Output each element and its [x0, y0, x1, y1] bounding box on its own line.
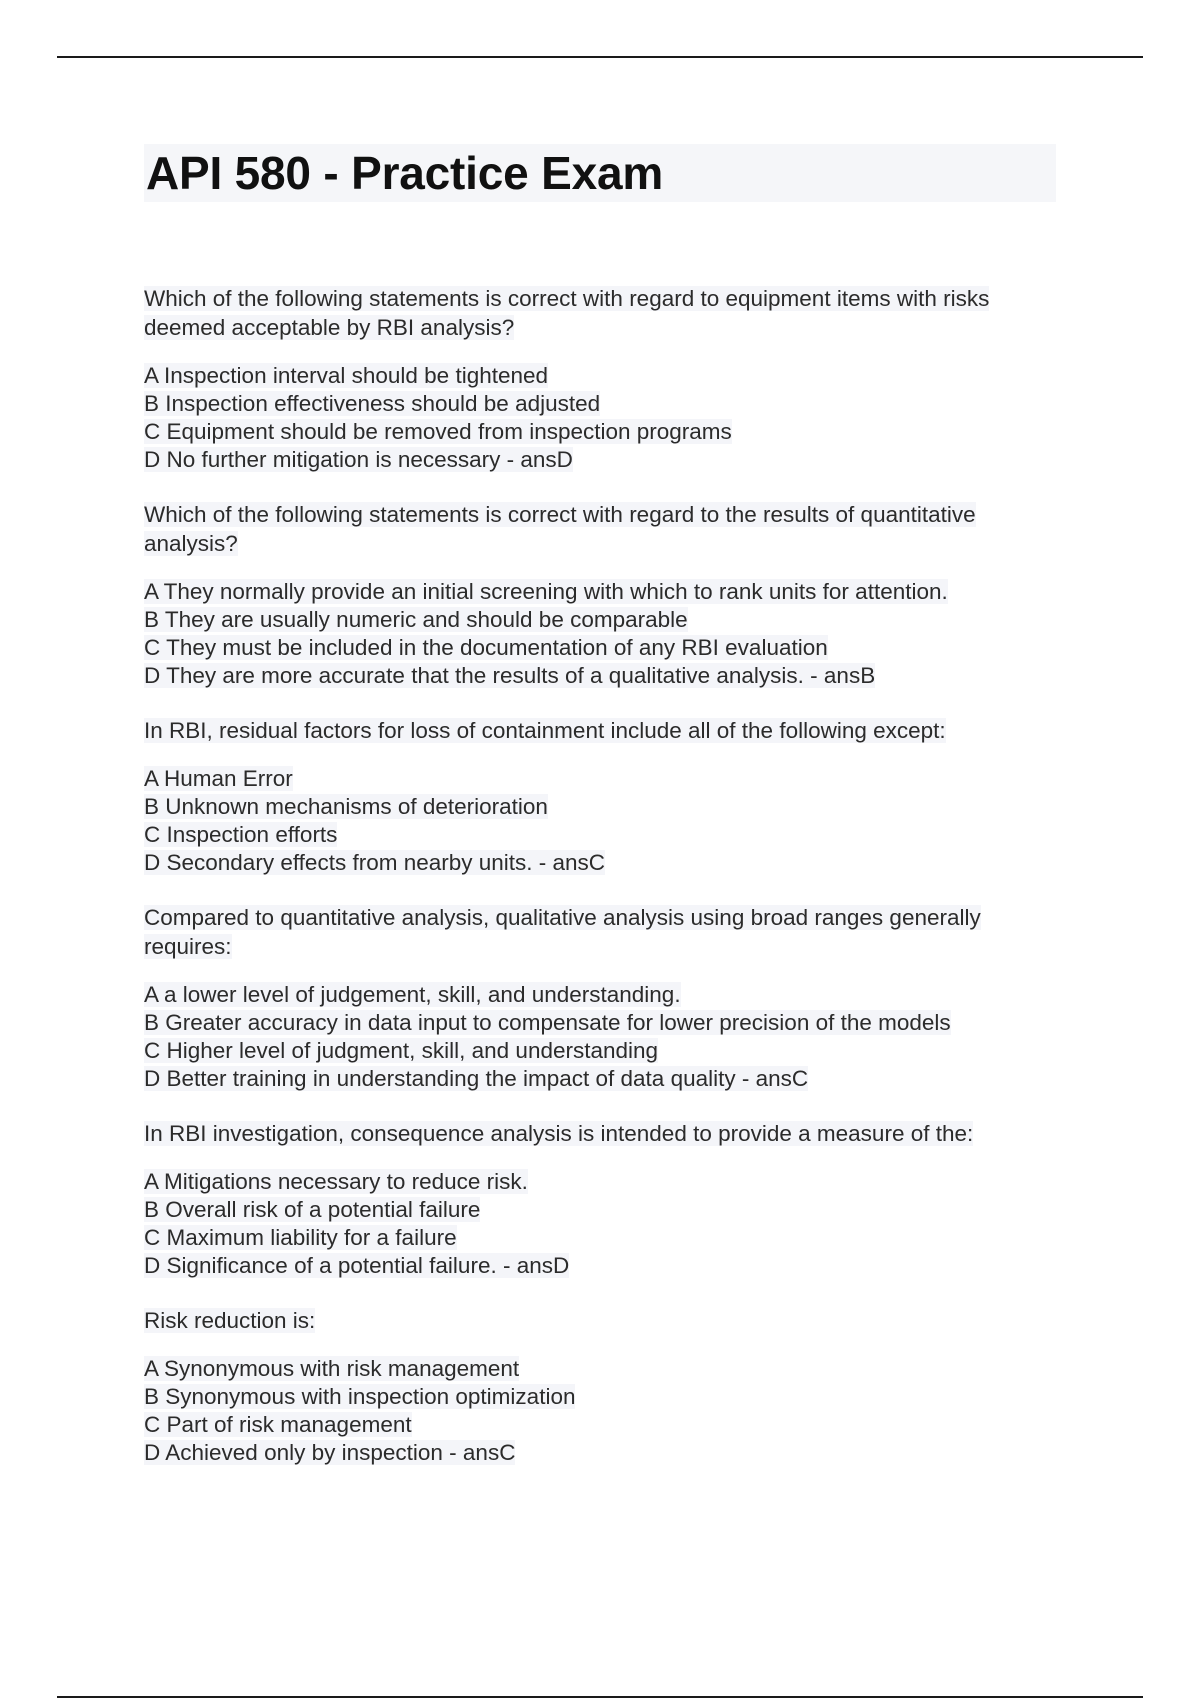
answer-option: D Better training in understanding the impact of data quality - ansC: [144, 1066, 809, 1091]
answer-options: [144, 981, 1056, 1093]
answer-options: [144, 578, 1056, 690]
answer-option: A Human Error: [144, 766, 293, 791]
question-text: In RBI, residual factors for loss of containment include all of the following except:: [144, 718, 946, 743]
answer-option: D Significance of a potential failure. - ansD: [144, 1253, 570, 1278]
document-page: [144, 144, 1056, 1493]
answer-option: D Secondary effects from nearby units. - ansC: [144, 850, 606, 875]
answer-option: B Unknown mechanisms of deterioration: [144, 794, 548, 819]
page-title: API 580 - Practice Exam: [144, 144, 1056, 202]
answer-options: [144, 765, 1056, 877]
answer-option: C Part of risk management: [144, 1412, 412, 1437]
answer-option: A Inspection interval should be tightened: [144, 363, 549, 388]
answer-option: D They are more accurate that the results of a qualitative analysis. - ansB: [144, 663, 876, 688]
answer-option: A Mitigations necessary to reduce risk.: [144, 1169, 528, 1194]
answer-option: B Greater accuracy in data input to compensate for lower precision of the models: [144, 1010, 951, 1035]
bottom-rule: [57, 1696, 1143, 1698]
question-text: Which of the following statements is correct with regard to equipment items with risks deemed acceptable by RBI analysis?: [144, 286, 990, 340]
top-rule: [57, 56, 1143, 58]
question-text: Which of the following statements is correct with regard to the results of quantitative analysis?: [144, 502, 976, 556]
question-text: In RBI investigation, consequence analysis is intended to provide a measure of the:: [144, 1121, 974, 1146]
answer-option: B They are usually numeric and should be comparable: [144, 607, 688, 632]
question-block: [144, 903, 1056, 1093]
answer-option: B Inspection effectiveness should be adjusted: [144, 391, 601, 416]
question-list: [144, 284, 1056, 1467]
answer-option: B Overall risk of a potential failure: [144, 1197, 481, 1222]
question-block: [144, 284, 1056, 474]
answer-options: [144, 1355, 1056, 1467]
answer-option: A a lower level of judgement, skill, and understanding.: [144, 982, 681, 1007]
answer-option: C Equipment should be removed from inspection programs: [144, 419, 732, 444]
question-text: Compared to quantitative analysis, qualitative analysis using broad ranges generally requires:: [144, 905, 981, 959]
answer-option: C Higher level of judgment, skill, and understanding: [144, 1038, 659, 1063]
answer-option: A They normally provide an initial screening with which to rank units for attention.: [144, 579, 948, 604]
question-block: [144, 1119, 1056, 1280]
question-block: [144, 716, 1056, 877]
answer-option: A Synonymous with risk management: [144, 1356, 520, 1381]
question-block: [144, 1306, 1056, 1467]
answer-option: C Maximum liability for a failure: [144, 1225, 457, 1250]
answer-option: C Inspection efforts: [144, 822, 338, 847]
answer-options: [144, 1168, 1056, 1280]
question-text: Risk reduction is:: [144, 1308, 316, 1333]
answer-option: D Achieved only by inspection - ansC: [144, 1440, 516, 1465]
answer-option: D No further mitigation is necessary - ansD: [144, 447, 573, 472]
answer-option: B Synonymous with inspection optimization: [144, 1384, 576, 1409]
answer-option: C They must be included in the documentation of any RBI evaluation: [144, 635, 828, 660]
answer-options: [144, 362, 1056, 474]
question-block: [144, 500, 1056, 690]
